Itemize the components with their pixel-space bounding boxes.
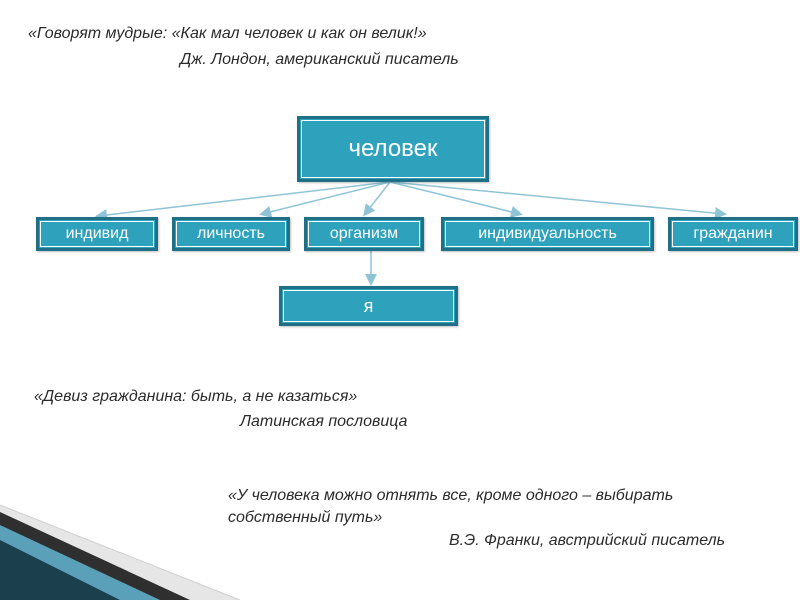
box-chelovek: человек <box>297 116 489 182</box>
box-ya: я <box>279 286 458 326</box>
quote-2-text: «Девиз гражданина: быть, а не казаться» <box>34 388 358 405</box>
arrow-to-individ <box>98 182 390 216</box>
quote-3-line1: «У человека можно отнять все, кроме одного – выбирать <box>228 487 674 504</box>
box-grazhdanin: гражданин <box>668 217 798 251</box>
arrow-to-individualnost <box>390 182 520 214</box>
quote-1-author: Дж. Лондон, американский писатель <box>180 51 459 68</box>
quote-2-author: Латинская пословица <box>240 413 408 430</box>
quote-3-line2: собственный путь» <box>228 509 383 526</box>
box-organizm: организм <box>304 217 424 251</box>
arrow-to-lichnost <box>262 182 390 214</box>
arrow-to-grazhdanin <box>390 182 724 214</box>
box-lichnost: личность <box>172 217 290 251</box>
quote-3-author: В.Э. Франки, австрийский писатель <box>449 532 726 549</box>
box-individualnost: индивидуальность <box>441 217 654 251</box>
quote-1-text: «Говорят мудрые: «Как мал человек и как он велик!» <box>28 25 427 42</box>
box-individ: индивид <box>36 217 158 251</box>
